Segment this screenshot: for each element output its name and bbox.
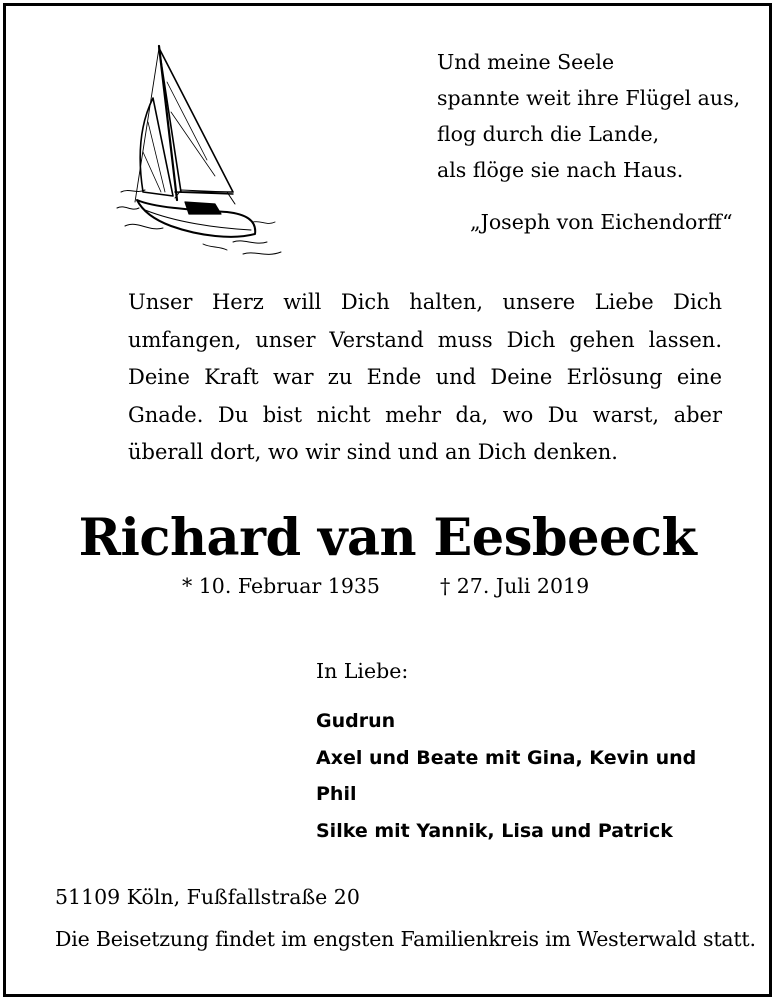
- burial-notice: Die Beisetzung findet im engsten Familienkreis im Westerwald statt.: [55, 927, 756, 951]
- memorial-text: Unser Herz will Dich halten, unsere Liebe Dich umfangen, unser Verstand muss Dich gehen lassen. Deine Kraft war zu Ende und Deine Erlösung eine Gnade. Du bist nicht mehr da, wo Du warst, aber überall dort, wo wir sind und an Dich denken.: [128, 290, 722, 464]
- poem-line: Und meine Seele: [437, 50, 615, 74]
- mourner-name: Silke mit Yannik, Lisa und Patrick: [316, 819, 673, 842]
- poem-line: spannte weit ihre Flügel aus,: [437, 86, 741, 110]
- mourners-label: In Liebe:: [316, 659, 409, 683]
- sailboat-icon: [115, 42, 285, 264]
- address: 51109 Köln, Fußfallstraße 20: [55, 885, 360, 909]
- mourners-list: [316, 703, 716, 849]
- deceased-name: Richard van Eesbeeck: [78, 508, 697, 568]
- poem-line: als flöge sie nach Haus.: [437, 158, 684, 182]
- mourner-name: Gudrun: [316, 710, 396, 732]
- poem-author: „Joseph von Eichendorff“: [470, 210, 733, 234]
- mourner-name: Axel und Beate mit Gina, Kevin und Phil: [316, 746, 697, 805]
- birth-date: * 10. Februar 1935: [182, 574, 380, 598]
- poem-line: flog durch die Lande,: [437, 122, 660, 146]
- poem: [437, 44, 740, 188]
- death-date: † 27. Juli 2019: [440, 574, 590, 598]
